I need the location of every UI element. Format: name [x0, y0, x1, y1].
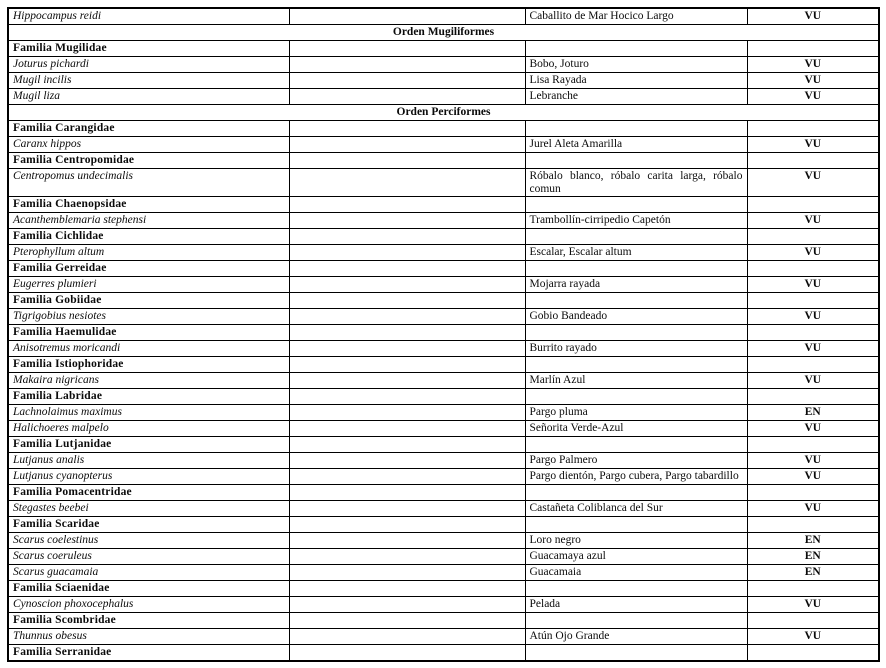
- common-name-cell: Marlín Azul: [525, 373, 747, 389]
- common-name-cell: [525, 581, 747, 597]
- status-cell: VU: [747, 309, 879, 325]
- family-name-cell: Familia Labridae: [8, 389, 289, 405]
- status-cell: VU: [747, 137, 879, 153]
- species-row: [8, 277, 879, 293]
- status-cell: [747, 261, 879, 277]
- family-name-cell: Familia Mugilidae: [8, 41, 289, 57]
- family-row: [8, 197, 879, 213]
- common-name-cell: [525, 437, 747, 453]
- family-name-cell: Familia Centropomidae: [8, 153, 289, 169]
- scientific-name-cell: Mugil incilis: [8, 73, 289, 89]
- common-name-cell: [525, 121, 747, 137]
- species-row: [8, 213, 879, 229]
- family-row: [8, 645, 879, 662]
- common-name-cell: [525, 229, 747, 245]
- status-cell: [747, 325, 879, 341]
- scientific-name-cell: Scarus coelestinus: [8, 533, 289, 549]
- scientific-name-cell: Halichoeres malpelo: [8, 421, 289, 437]
- spacer-cell: [289, 357, 525, 373]
- scientific-name-cell: Mugil liza: [8, 89, 289, 105]
- spacer-cell: [289, 437, 525, 453]
- scientific-name-cell: Cynoscion phoxocephalus: [8, 597, 289, 613]
- common-name-cell: [525, 41, 747, 57]
- status-cell: VU: [747, 597, 879, 613]
- spacer-cell: [289, 533, 525, 549]
- common-name-cell: Bobo, Joturo: [525, 57, 747, 73]
- common-name-cell: [525, 153, 747, 169]
- common-name-cell: Jurel Aleta Amarilla: [525, 137, 747, 153]
- spacer-cell: [289, 613, 525, 629]
- spacer-cell: [289, 277, 525, 293]
- status-cell: VU: [747, 501, 879, 517]
- common-name-cell: [525, 613, 747, 629]
- species-row: [8, 57, 879, 73]
- species-row: [8, 565, 879, 581]
- common-name-cell: Gobio Bandeado: [525, 309, 747, 325]
- family-name-cell: Familia Sciaenidae: [8, 581, 289, 597]
- common-name-cell: Mojarra rayada: [525, 277, 747, 293]
- scientific-name-cell: Caranx hippos: [8, 137, 289, 153]
- family-name-cell: Familia Istiophoridae: [8, 357, 289, 373]
- spacer-cell: [289, 325, 525, 341]
- status-cell: [747, 517, 879, 533]
- common-name-cell: Burrito rayado: [525, 341, 747, 357]
- status-cell: [747, 645, 879, 662]
- family-name-cell: Familia Carangidae: [8, 121, 289, 137]
- family-row: [8, 437, 879, 453]
- family-name-cell: Familia Haemulidae: [8, 325, 289, 341]
- spacer-cell: [289, 565, 525, 581]
- status-cell: VU: [747, 453, 879, 469]
- common-name-cell: Lebranche: [525, 89, 747, 105]
- common-name-cell: Señorita Verde-Azul: [525, 421, 747, 437]
- common-name-cell: Trambollín-cirripedio Capetón: [525, 213, 747, 229]
- status-cell: VU: [747, 629, 879, 645]
- scientific-name-cell: Lutjanus analis: [8, 453, 289, 469]
- status-cell: [747, 485, 879, 501]
- spacer-cell: [289, 261, 525, 277]
- status-cell: [747, 121, 879, 137]
- species-table: [7, 7, 880, 662]
- status-cell: [747, 389, 879, 405]
- common-name-cell: Guacamaia: [525, 565, 747, 581]
- family-name-cell: Familia Lutjanidae: [8, 437, 289, 453]
- family-row: [8, 293, 879, 309]
- scientific-name-cell: Stegastes beebei: [8, 501, 289, 517]
- species-row: [8, 533, 879, 549]
- status-cell: [747, 613, 879, 629]
- species-row: [8, 137, 879, 153]
- family-row: [8, 41, 879, 57]
- status-cell: VU: [747, 169, 879, 197]
- scientific-name-cell: Pterophyllum altum: [8, 245, 289, 261]
- species-row: [8, 405, 879, 421]
- family-row: [8, 261, 879, 277]
- species-row: [8, 469, 879, 485]
- spacer-cell: [289, 645, 525, 662]
- spacer-cell: [289, 405, 525, 421]
- scientific-name-cell: Anisotremus moricandi: [8, 341, 289, 357]
- spacer-cell: [289, 453, 525, 469]
- species-row: [8, 629, 879, 645]
- common-name-cell: [525, 293, 747, 309]
- scientific-name-cell: Makaira nigricans: [8, 373, 289, 389]
- common-name-cell: Pargo Palmero: [525, 453, 747, 469]
- status-cell: EN: [747, 533, 879, 549]
- spacer-cell: [289, 245, 525, 261]
- document-page: [7, 7, 880, 662]
- common-name-cell: [525, 389, 747, 405]
- order-header-row: [8, 105, 879, 121]
- species-row: [8, 549, 879, 565]
- family-row: [8, 357, 879, 373]
- spacer-cell: [289, 229, 525, 245]
- common-name-cell: Guacamaya azul: [525, 549, 747, 565]
- order-title: Orden Perciformes: [8, 105, 879, 121]
- common-name-cell: [525, 197, 747, 213]
- status-cell: EN: [747, 565, 879, 581]
- common-name-cell: [525, 517, 747, 533]
- scientific-name-cell: Lachnolaimus maximus: [8, 405, 289, 421]
- spacer-cell: [289, 169, 525, 197]
- common-name-cell: [525, 485, 747, 501]
- spacer-cell: [289, 597, 525, 613]
- common-name-cell: Escalar, Escalar altum: [525, 245, 747, 261]
- scientific-name-cell: Joturus pichardi: [8, 57, 289, 73]
- common-name-cell: [525, 645, 747, 662]
- species-row: [8, 453, 879, 469]
- order-header-row: [8, 25, 879, 41]
- spacer-cell: [289, 389, 525, 405]
- spacer-cell: [289, 137, 525, 153]
- common-name-cell: Pargo dientón, Pargo cubera, Pargo tabardillo: [525, 469, 747, 485]
- family-row: [8, 581, 879, 597]
- spacer-cell: [289, 213, 525, 229]
- common-name-cell: Lisa Rayada: [525, 73, 747, 89]
- scientific-name-cell: Eugerres plumieri: [8, 277, 289, 293]
- species-row: [8, 169, 879, 197]
- spacer-cell: [289, 197, 525, 213]
- family-name-cell: Familia Cichlidae: [8, 229, 289, 245]
- status-cell: VU: [747, 277, 879, 293]
- status-cell: VU: [747, 373, 879, 389]
- spacer-cell: [289, 293, 525, 309]
- status-cell: [747, 437, 879, 453]
- spacer-cell: [289, 341, 525, 357]
- spacer-cell: [289, 501, 525, 517]
- species-table-body: [8, 8, 879, 661]
- family-name-cell: Familia Scaridae: [8, 517, 289, 533]
- scientific-name-cell: Lutjanus cyanopterus: [8, 469, 289, 485]
- spacer-cell: [289, 121, 525, 137]
- status-cell: [747, 153, 879, 169]
- family-row: [8, 517, 879, 533]
- scientific-name-cell: Acanthemblemaria stephensi: [8, 213, 289, 229]
- status-cell: VU: [747, 89, 879, 105]
- common-name-cell: Caballito de Mar Hocico Largo: [525, 8, 747, 25]
- family-row: [8, 325, 879, 341]
- common-name-cell: [525, 261, 747, 277]
- order-title: Orden Mugiliformes: [8, 25, 879, 41]
- spacer-cell: [289, 309, 525, 325]
- scientific-name-cell: Scarus coeruleus: [8, 549, 289, 565]
- common-name-cell: [525, 325, 747, 341]
- species-row: [8, 421, 879, 437]
- species-row: [8, 341, 879, 357]
- spacer-cell: [289, 549, 525, 565]
- spacer-cell: [289, 373, 525, 389]
- common-name-cell: Castañeta Coliblanca del Sur: [525, 501, 747, 517]
- family-row: [8, 613, 879, 629]
- common-name-cell: [525, 357, 747, 373]
- status-cell: [747, 41, 879, 57]
- family-name-cell: Familia Scombridae: [8, 613, 289, 629]
- status-cell: [747, 293, 879, 309]
- family-name-cell: Familia Gerreidae: [8, 261, 289, 277]
- status-cell: VU: [747, 73, 879, 89]
- spacer-cell: [289, 469, 525, 485]
- status-cell: [747, 581, 879, 597]
- family-row: [8, 229, 879, 245]
- family-name-cell: Familia Pomacentridae: [8, 485, 289, 501]
- spacer-cell: [289, 581, 525, 597]
- common-name-cell: Róbalo blanco, róbalo carita larga, róbalo comun: [525, 169, 747, 197]
- family-row: [8, 485, 879, 501]
- family-name-cell: Familia Gobiidae: [8, 293, 289, 309]
- species-row: [8, 309, 879, 325]
- species-row: [8, 373, 879, 389]
- spacer-cell: [289, 57, 525, 73]
- common-name-cell: Pelada: [525, 597, 747, 613]
- species-row: [8, 501, 879, 517]
- scientific-name-cell: Centropomus undecimalis: [8, 169, 289, 197]
- spacer-cell: [289, 485, 525, 501]
- species-row: [8, 89, 879, 105]
- status-cell: [747, 357, 879, 373]
- spacer-cell: [289, 89, 525, 105]
- family-name-cell: Familia Serranidae: [8, 645, 289, 662]
- common-name-cell: Atún Ojo Grande: [525, 629, 747, 645]
- family-row: [8, 153, 879, 169]
- common-name-cell: Pargo pluma: [525, 405, 747, 421]
- spacer-cell: [289, 629, 525, 645]
- scientific-name-cell: Hippocampus reidi: [8, 8, 289, 25]
- status-cell: VU: [747, 213, 879, 229]
- spacer-cell: [289, 8, 525, 25]
- family-row: [8, 389, 879, 405]
- scientific-name-cell: Thunnus obesus: [8, 629, 289, 645]
- spacer-cell: [289, 153, 525, 169]
- species-row: [8, 8, 879, 25]
- species-row: [8, 245, 879, 261]
- species-row: [8, 73, 879, 89]
- common-name-cell: Loro negro: [525, 533, 747, 549]
- status-cell: EN: [747, 405, 879, 421]
- status-cell: VU: [747, 8, 879, 25]
- family-name-cell: Familia Chaenopsidae: [8, 197, 289, 213]
- status-cell: VU: [747, 421, 879, 437]
- scientific-name-cell: Tigrigobius nesiotes: [8, 309, 289, 325]
- status-cell: VU: [747, 469, 879, 485]
- spacer-cell: [289, 421, 525, 437]
- status-cell: VU: [747, 57, 879, 73]
- status-cell: [747, 229, 879, 245]
- species-row: [8, 597, 879, 613]
- family-row: [8, 121, 879, 137]
- spacer-cell: [289, 517, 525, 533]
- scientific-name-cell: Scarus guacamaia: [8, 565, 289, 581]
- status-cell: [747, 197, 879, 213]
- spacer-cell: [289, 41, 525, 57]
- status-cell: EN: [747, 549, 879, 565]
- spacer-cell: [289, 73, 525, 89]
- status-cell: VU: [747, 245, 879, 261]
- status-cell: VU: [747, 341, 879, 357]
